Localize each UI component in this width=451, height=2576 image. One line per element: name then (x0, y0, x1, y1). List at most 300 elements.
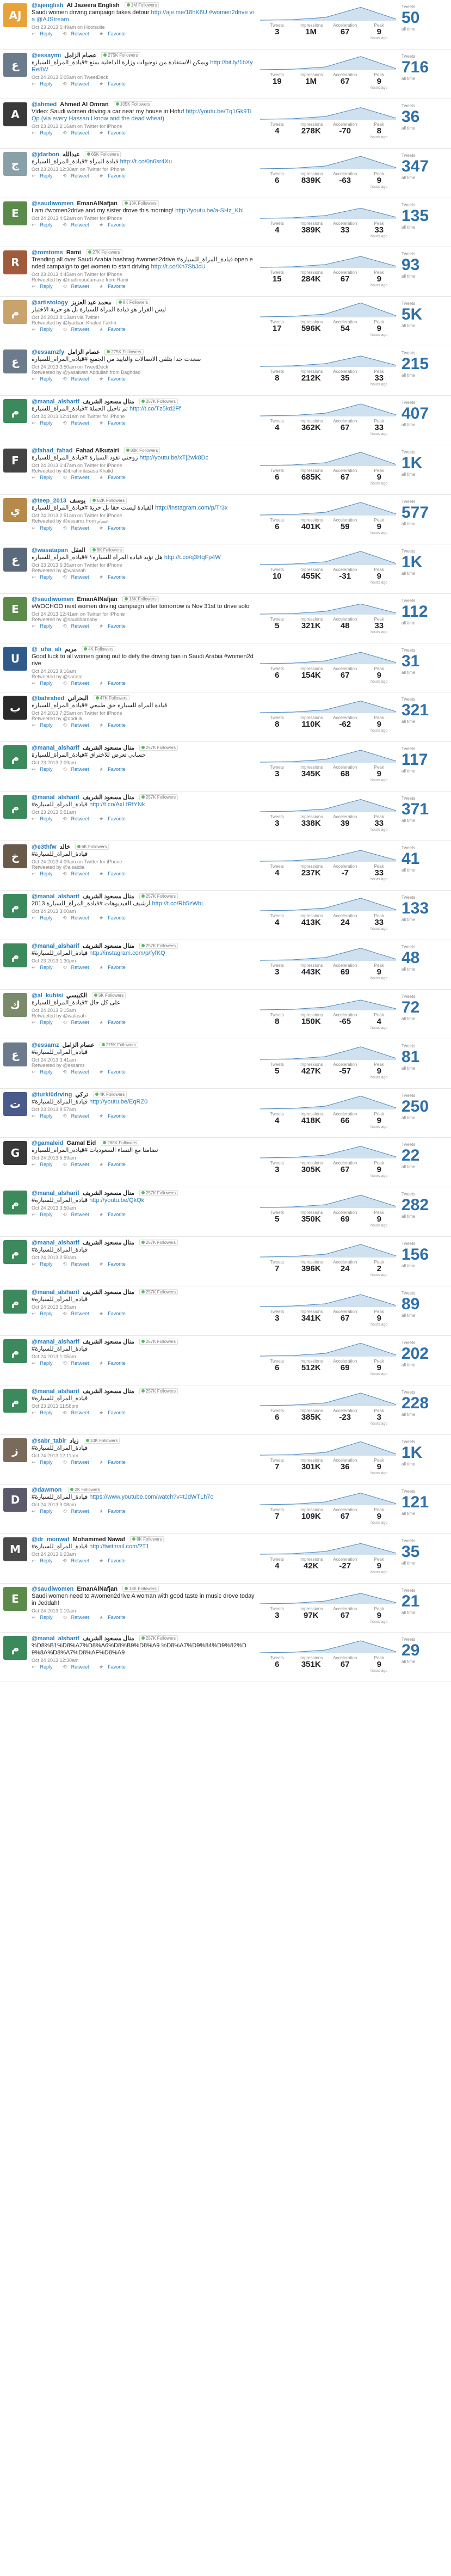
avatar[interactable] (3, 943, 27, 967)
tweet-timestamp[interactable]: Oct 24 2013 5:59am (32, 1155, 76, 1161)
favorite-button[interactable] (99, 1508, 130, 1514)
avatar[interactable] (3, 1042, 27, 1066)
retweet-button[interactable] (63, 81, 94, 87)
avatar[interactable] (3, 152, 27, 176)
user-handle[interactable]: @dawmon (32, 1486, 62, 1493)
avatar[interactable] (3, 647, 27, 671)
user-name[interactable]: منال مسعود الشريف (82, 1240, 134, 1247)
tweet-timestamp[interactable]: Oct 24 2013 1:05am (32, 1354, 76, 1360)
retweet-button[interactable] (63, 965, 94, 970)
tweet-timestamp[interactable]: Oct 23 2013 5:49am on Hootsuite (32, 24, 105, 30)
avatar[interactable] (3, 250, 27, 274)
stat-label: Tweets (270, 715, 284, 721)
retweet-button[interactable] (63, 1410, 94, 1415)
tweet-timestamp[interactable]: Oct 24 2013 1:35am (32, 1304, 76, 1310)
retweet-button[interactable] (63, 680, 94, 686)
avatar[interactable] (3, 1290, 27, 1314)
reply-button[interactable] (32, 327, 57, 332)
tweet-timestamp[interactable]: Oct 24 2013 2:51am on Twitter for iPhone (32, 512, 122, 518)
favorite-button[interactable] (99, 1162, 130, 1167)
user-name[interactable]: Gamal Eid (66, 1140, 96, 1147)
tweet-item[interactable] (0, 1286, 451, 1336)
reply-button[interactable] (32, 574, 57, 580)
user-handle[interactable]: @_uha_ali (32, 646, 61, 653)
tweet-item[interactable] (0, 1385, 451, 1435)
avatar[interactable] (3, 894, 27, 918)
user-name[interactable]: منال مسعود الشريف (82, 1190, 134, 1197)
favorite-button[interactable] (99, 475, 130, 480)
user-name[interactable]: العقل (71, 547, 85, 554)
avatar[interactable] (3, 300, 27, 324)
avatar[interactable] (3, 696, 27, 720)
avatar[interactable] (3, 102, 27, 126)
avatar[interactable] (3, 1389, 27, 1413)
favorite-button[interactable] (99, 1410, 130, 1415)
user-name[interactable]: محمد عبد العزيز (71, 299, 112, 306)
favorite-button[interactable] (99, 31, 130, 36)
user-handle[interactable]: @manal_alsharif (32, 893, 79, 900)
retweet-button[interactable] (63, 475, 94, 480)
user-handle[interactable]: @romtoms (32, 249, 63, 256)
favorite-button[interactable] (99, 1069, 130, 1075)
user-handle[interactable]: @turki0drving (32, 1091, 72, 1098)
user-name[interactable]: مريم (64, 646, 77, 653)
user-handle[interactable]: @dr_monwaf (32, 1536, 70, 1543)
avatar[interactable] (3, 1537, 27, 1561)
tweet-item[interactable] (0, 198, 451, 248)
tweet-link[interactable]: http://instagram.com/p/Tr3x (155, 504, 228, 511)
user-name[interactable]: Al Jazeera English (66, 2, 120, 9)
tweet-link[interactable]: http://t.co/0n6sr4Xu (120, 158, 172, 165)
tweet-timestamp[interactable]: Oct 24 2013 1:47am on Twitter for iPhone (32, 463, 122, 469)
user-handle[interactable]: @teep_2013 (32, 497, 66, 504)
tweet-timestamp[interactable]: Oct 24 2013 4:09am on Twitter for iPhone (32, 859, 122, 865)
avatar[interactable] (3, 844, 27, 868)
sparkline-area (260, 404, 396, 416)
tweet-link[interactable]: http://youtu.be/xTj2wk8Dc (139, 455, 209, 462)
reply-button[interactable] (32, 680, 57, 686)
user-name[interactable]: عصام الزامل (64, 52, 97, 59)
favorite-button[interactable] (99, 1311, 130, 1316)
reply-button[interactable] (32, 376, 57, 382)
tweet-item[interactable] (0, 495, 451, 544)
user-handle[interactable]: @manal_alsharif (32, 398, 79, 406)
user-name[interactable]: خالد (59, 844, 70, 851)
tweet-item[interactable] (0, 50, 451, 99)
tweet-item[interactable] (0, 149, 451, 198)
user-handle[interactable]: @essaymi (32, 52, 61, 59)
user-name[interactable]: عصام الزامل (62, 1041, 95, 1048)
avatar[interactable] (3, 3, 27, 27)
favorite-button[interactable] (99, 1558, 130, 1563)
reply-button[interactable] (32, 623, 57, 629)
favorite-button[interactable] (99, 1360, 130, 1366)
avatar[interactable] (3, 449, 27, 473)
favorite-button[interactable] (99, 1020, 130, 1025)
reply-button[interactable] (32, 1311, 57, 1316)
tweet-timestamp[interactable]: Oct 24 2013 5:05am on TweetDeck (32, 74, 108, 80)
tweet-item[interactable] (0, 1138, 451, 1187)
retweet-button[interactable] (63, 1212, 94, 1217)
retweet-button[interactable] (63, 1162, 94, 1167)
avatar[interactable] (3, 745, 27, 769)
retweet-button[interactable] (63, 1360, 94, 1366)
tweet-timestamp[interactable]: Oct 24 2013 3:50am (32, 1205, 76, 1211)
favorite-button[interactable] (99, 623, 130, 629)
user-handle[interactable]: @saudiwomen (32, 596, 74, 603)
user-handle[interactable]: @gamaleid (32, 1140, 64, 1147)
favorite-button[interactable] (99, 327, 130, 332)
reply-button[interactable] (32, 1410, 57, 1415)
reply-button[interactable] (32, 1069, 57, 1075)
stat-label: Impressions (299, 72, 323, 77)
avatar[interactable] (3, 498, 27, 522)
avatar[interactable] (3, 53, 27, 77)
avatar[interactable] (3, 1240, 27, 1264)
tweet-timestamp[interactable]: Oct 23 2013 2:16am on Twitter for iPhone (32, 123, 122, 129)
tweet-timestamp[interactable]: Oct 23 2013 6:35am on Twitter for iPhone (32, 562, 122, 568)
tweet-item[interactable] (0, 396, 451, 445)
user-handle[interactable]: @fahad_fahad (32, 447, 73, 455)
user-name[interactable]: Rami (66, 249, 81, 256)
tweet-link[interactable]: http://twitmail.com/?T1 (89, 1543, 150, 1550)
retweet-button[interactable] (63, 816, 94, 821)
tweet-timestamp[interactable]: Oct 24 2013 3:50am on TweetDeck (32, 364, 108, 370)
reply-button[interactable] (32, 871, 57, 876)
retweet-button[interactable] (63, 173, 94, 179)
stat-value: 3 (376, 1412, 381, 1422)
retweet-button[interactable] (63, 1113, 94, 1119)
retweet-button[interactable] (63, 871, 94, 876)
user-name[interactable]: منال مسعود الشريف (82, 1388, 134, 1395)
tweet-timestamp[interactable]: Oct 23 2013 4:45am on Twitter for iPhone (32, 272, 122, 278)
reply-button[interactable] (32, 475, 57, 480)
retweet-button[interactable] (63, 623, 94, 629)
tweet-timestamp[interactable]: Oct 23 2013 2:09am (32, 760, 76, 766)
tweet-item[interactable] (0, 247, 451, 297)
favorite-button[interactable] (99, 965, 130, 970)
reply-button[interactable] (32, 766, 57, 772)
favorite-button[interactable] (99, 81, 130, 87)
favorite-button[interactable] (99, 816, 130, 821)
avatar[interactable] (3, 1488, 27, 1512)
favorite-button[interactable] (99, 420, 130, 426)
tweet-item[interactable] (0, 792, 451, 841)
retweet-button[interactable] (63, 722, 94, 728)
user-name[interactable]: منال مسعود الشريف (82, 942, 134, 949)
favorite-button[interactable] (99, 680, 130, 686)
user-name[interactable]: عبدالله (63, 151, 80, 158)
tweet-timestamp[interactable]: Oct 24 2013 8:13am via Twitter (32, 315, 100, 321)
tweet-timestamp[interactable]: Oct 24 2013 4:52am on Twitter for iPhone (32, 215, 122, 221)
user-handle[interactable]: @ahmed (32, 101, 57, 108)
favorite-button[interactable] (99, 525, 130, 531)
user-name[interactable]: منال مسعود الشريف (82, 745, 134, 752)
user-handle[interactable]: @ajenglish (32, 2, 64, 9)
user-name[interactable]: EmanAlNafjan (77, 596, 118, 603)
favorite-button[interactable] (99, 1261, 130, 1267)
user-name[interactable]: يوسف (70, 497, 86, 504)
tweet-timestamp[interactable]: Oct 24 2013 1:10am (32, 1608, 76, 1614)
avatar[interactable] (3, 597, 27, 621)
reply-button[interactable] (32, 1459, 57, 1465)
tweet-item[interactable] (0, 990, 451, 1039)
reply-button[interactable] (32, 915, 57, 921)
tweet-item[interactable] (0, 594, 451, 643)
reply-button[interactable] (32, 1212, 57, 1217)
user-name[interactable]: منال مسعود الشريف (82, 1289, 134, 1296)
favorite-button[interactable] (99, 574, 130, 580)
user-name[interactable]: منال مسعود الشريف (82, 794, 134, 801)
tweet-link[interactable]: http://youtu.be/EqRZ0 (89, 1098, 148, 1105)
tweet-link[interactable]: http://t.co/Rb5zWbL (152, 900, 205, 907)
retweet-button[interactable] (63, 1069, 94, 1075)
retweet-label: Retweet (71, 525, 89, 531)
avatar[interactable] (3, 1636, 27, 1660)
user-handle[interactable]: @manal_alsharif (32, 1339, 79, 1346)
reply-button[interactable] (32, 1508, 57, 1514)
avatar[interactable] (3, 795, 27, 819)
reply-button[interactable] (32, 1360, 57, 1366)
tweet-timestamp[interactable]: Oct 24 2013 12:41am on Twitter for iPhone (32, 414, 125, 420)
tweet-timestamp[interactable]: Oct 24 2013 12:11am (32, 1452, 78, 1458)
tweet-timestamp[interactable]: Oct 24 2013 6:23am (32, 1551, 76, 1557)
tweet-item[interactable] (0, 99, 451, 149)
user-handle[interactable]: @manal_alsharif (32, 745, 79, 752)
star-icon: ★ (99, 327, 104, 333)
tweet-item[interactable] (0, 445, 451, 495)
tweet-link[interactable]: http://aje.me/18hK6U #women2drive via @AJStream (32, 9, 254, 23)
tweet-link[interactable]: http://t.co/Xn7SbJcU (151, 263, 206, 271)
retweet-button[interactable] (63, 420, 94, 426)
retweet-button[interactable] (63, 525, 94, 531)
user-handle[interactable]: @manal_alsharif (32, 1388, 79, 1395)
tweet-item[interactable] (0, 0, 451, 50)
user-handle[interactable]: @bahrahed (32, 695, 65, 702)
tweet-link[interactable]: http://instagram.com/p/fyfKQ (89, 949, 165, 956)
user-handle[interactable]: @manal_alsharif (32, 1190, 79, 1197)
tweet-link[interactable]: http://youtu.be/a-SHz_KbI (175, 207, 244, 214)
favorite-button[interactable] (99, 1459, 130, 1465)
reply-button[interactable] (32, 173, 57, 179)
user-handle[interactable]: @saudiwomen (32, 1585, 74, 1592)
retweet-button[interactable] (63, 1020, 94, 1025)
user-name[interactable]: البحراني (67, 695, 89, 702)
retweet-button[interactable] (63, 915, 94, 921)
tweet-timestamp[interactable]: Oct 23 2013 8:57am (32, 1106, 76, 1112)
user-handle[interactable]: @jdarbon (32, 151, 60, 158)
tweet-item[interactable] (0, 891, 451, 940)
user-handle[interactable]: @manal_alsharif (32, 1635, 79, 1642)
avatar[interactable] (3, 1191, 27, 1215)
avatar[interactable] (3, 349, 27, 373)
tweet-item[interactable] (0, 544, 451, 594)
retweet-button[interactable] (63, 766, 94, 772)
retweet-button[interactable] (63, 1459, 94, 1465)
user-handle[interactable]: @essamz (32, 1041, 59, 1048)
user-handle[interactable]: @manal_alsharif (32, 942, 79, 949)
retweet-button[interactable] (63, 1311, 94, 1316)
user-name[interactable]: تركي (75, 1091, 88, 1098)
tweet-item[interactable] (0, 1534, 451, 1584)
user-handle[interactable]: @manal_alsharif (32, 1289, 79, 1296)
user-name[interactable]: EmanAlNafjan (77, 1585, 118, 1592)
reply-button[interactable] (32, 1261, 57, 1267)
favorite-button[interactable] (99, 1113, 130, 1119)
tweet-body: قيادة المرأة للسيارة حق طبيعي #قيادة_المرأة_للسيارة (32, 702, 168, 709)
tweet-timestamp[interactable]: Oct 23 2013 12:38am on Twitter for iPhone (32, 166, 125, 172)
favorite-button[interactable] (99, 173, 130, 179)
retweet-button[interactable] (63, 327, 94, 332)
user-handle[interactable]: @manal_alsharif (32, 1240, 79, 1247)
user-name[interactable]: الكبيسي (66, 992, 87, 999)
retweet-button[interactable] (63, 1261, 94, 1267)
avatar[interactable] (3, 1092, 27, 1116)
total-tweets (401, 1340, 450, 1367)
user-handle[interactable]: @manal_alsharif (32, 794, 79, 801)
tweet-timestamp[interactable]: Oct 23 2013 1:30pm (32, 958, 76, 964)
retweet-button[interactable] (63, 376, 94, 382)
tweet-link[interactable]: https://www.youtube.com/watch?v=tJdWTLh7c (89, 1493, 213, 1500)
user-handle[interactable]: @saudiwomen (32, 200, 74, 207)
favorite-button[interactable] (99, 284, 130, 289)
retweet-button[interactable] (63, 1558, 94, 1563)
reply-button[interactable] (32, 1615, 57, 1620)
tweet-timestamp[interactable]: Oct 24 2013 12:41am on Twitter for iPhone (32, 611, 125, 617)
tweet-item[interactable] (0, 1187, 451, 1237)
user-handle[interactable]: @artistology (32, 299, 68, 306)
avatar[interactable] (3, 1339, 27, 1363)
tweet-item[interactable] (0, 346, 451, 396)
tweet-timestamp[interactable]: Oct 24 2013 9:08am (32, 1501, 76, 1507)
retweet-button[interactable] (63, 284, 94, 289)
favorite-button[interactable] (99, 222, 130, 228)
reply-button[interactable] (32, 1020, 57, 1025)
user-name[interactable]: Fahad Alkutairi (76, 447, 119, 455)
avatar[interactable] (3, 399, 27, 423)
stat-value: 54 (340, 324, 350, 334)
retweet-button[interactable] (63, 1508, 94, 1514)
tweet-item[interactable] (0, 1089, 451, 1138)
favorite-button[interactable] (99, 376, 130, 382)
tweet-timestamp[interactable]: Oct 24 2013 7:25am on Twitter for iPhone (32, 710, 122, 716)
retweet-button[interactable] (63, 1664, 94, 1670)
user-handle[interactable]: @al_kubisi (32, 992, 63, 999)
reply-button[interactable] (32, 1558, 57, 1563)
stat-label: Peak (374, 72, 384, 77)
tweet-timestamp[interactable]: Oct 24 2013 5:15am (32, 1007, 76, 1013)
user-name[interactable]: زياد (69, 1437, 79, 1444)
reply-button[interactable] (32, 284, 57, 289)
tweet-item[interactable] (0, 643, 451, 693)
tweet-item[interactable] (0, 1633, 451, 1682)
tweet-timestamp[interactable]: Oct 23 2013 5:51am (32, 809, 76, 815)
avatar[interactable] (3, 1141, 27, 1165)
tweet-item[interactable] (0, 841, 451, 891)
reply-button[interactable] (32, 130, 57, 136)
stat-value: 427K (301, 1066, 321, 1076)
reply-button[interactable] (32, 965, 57, 970)
favorite-button[interactable] (99, 766, 130, 772)
favorite-button[interactable] (99, 1212, 130, 1217)
avatar[interactable] (3, 1438, 27, 1462)
user-name[interactable]: Mohammed Nawaf (72, 1536, 126, 1543)
avatar[interactable] (3, 1587, 27, 1611)
user-handle[interactable]: @wasatapan (32, 547, 68, 554)
user-handle[interactable]: @e3thfw (32, 844, 57, 851)
avatar[interactable] (3, 201, 27, 225)
tweet-timestamp[interactable]: Oct 24 2013 2:50am (32, 1255, 76, 1261)
reply-button[interactable] (32, 525, 57, 531)
tweet-item[interactable] (0, 692, 451, 742)
favorite-button[interactable] (99, 722, 130, 728)
favorite-button[interactable] (99, 1615, 130, 1620)
tweet-item[interactable] (0, 1485, 451, 1534)
reply-button[interactable] (32, 420, 57, 426)
user-name[interactable]: منال مسعود الشريف (82, 398, 134, 406)
tweet-item[interactable] (0, 1336, 451, 1385)
user-name[interactable]: EmanAlNafjan (77, 200, 118, 207)
tweet-item[interactable] (0, 940, 451, 990)
user-name[interactable]: منال مسعود الشريف (82, 1339, 134, 1346)
user-name[interactable]: منال مسعود الشريف (82, 893, 134, 900)
tweet-link[interactable]: http://bit.ly/1bXyRe8W (32, 59, 253, 73)
tweet-timestamp[interactable]: Oct 24 2013 12:30am (32, 1658, 79, 1664)
reply-button[interactable] (32, 222, 57, 228)
reply-button[interactable] (32, 1113, 57, 1119)
user-name[interactable]: منال مسعود الشريف (82, 1635, 134, 1642)
tweet-link[interactable]: http://t.co/q3HqFp4W (164, 554, 221, 561)
reply-button[interactable] (32, 31, 57, 36)
reply-button[interactable] (32, 1664, 57, 1670)
reply-button[interactable] (32, 816, 57, 821)
reply-button[interactable] (32, 1162, 57, 1167)
favorite-button[interactable] (99, 1664, 130, 1670)
retweet-button[interactable] (63, 31, 94, 36)
retweet-button[interactable] (63, 574, 94, 580)
favorite-button[interactable] (99, 130, 130, 136)
tweet-timestamp[interactable]: Oct 24 2013 9:16am (32, 668, 76, 674)
favorite-button[interactable] (99, 915, 130, 921)
tweet-timestamp[interactable]: Oct 24 2013 3:41am (32, 1057, 76, 1063)
user-handle[interactable]: @essamzfy (32, 349, 65, 356)
tweet-link[interactable]: http://t.co/AxLfRfYNk (89, 801, 145, 808)
reply-button[interactable] (32, 81, 57, 87)
tweet-item[interactable] (0, 1435, 451, 1485)
favorite-button[interactable] (99, 871, 130, 876)
user-name[interactable]: عصام الزامل (67, 349, 100, 356)
tweet-timestamp[interactable]: Oct 24 2013 3:00am (32, 909, 76, 915)
retweet-button[interactable] (63, 222, 94, 228)
tweet-link[interactable]: http://youtu.be/Tq1Gk9TiQp (via every Hassan I know and the dead wheat) (32, 108, 252, 122)
tweet-item[interactable] (0, 1237, 451, 1286)
tweet-link[interactable]: http://youtu.be/QkQk (89, 1197, 145, 1204)
retweet-button[interactable] (63, 130, 94, 136)
tweet-item[interactable] (0, 1584, 451, 1633)
avatar[interactable] (3, 548, 27, 572)
user-name[interactable]: Ahmed Al Omran (60, 101, 109, 108)
tweet-item[interactable] (0, 742, 451, 792)
tweet-item[interactable] (0, 297, 451, 346)
retweet-button[interactable] (63, 1615, 94, 1620)
tweet-link[interactable]: http://t.co/Tz5kd2Ff (129, 406, 181, 413)
reply-button[interactable] (32, 722, 57, 728)
stat-value: 97K (303, 1610, 319, 1620)
tweet-timestamp[interactable]: Oct 23 2013 11:58pm (32, 1403, 78, 1409)
user-handle[interactable]: @sabr_tabir (32, 1437, 66, 1444)
avatar[interactable] (3, 993, 27, 1017)
tweet-item[interactable] (0, 1039, 451, 1089)
